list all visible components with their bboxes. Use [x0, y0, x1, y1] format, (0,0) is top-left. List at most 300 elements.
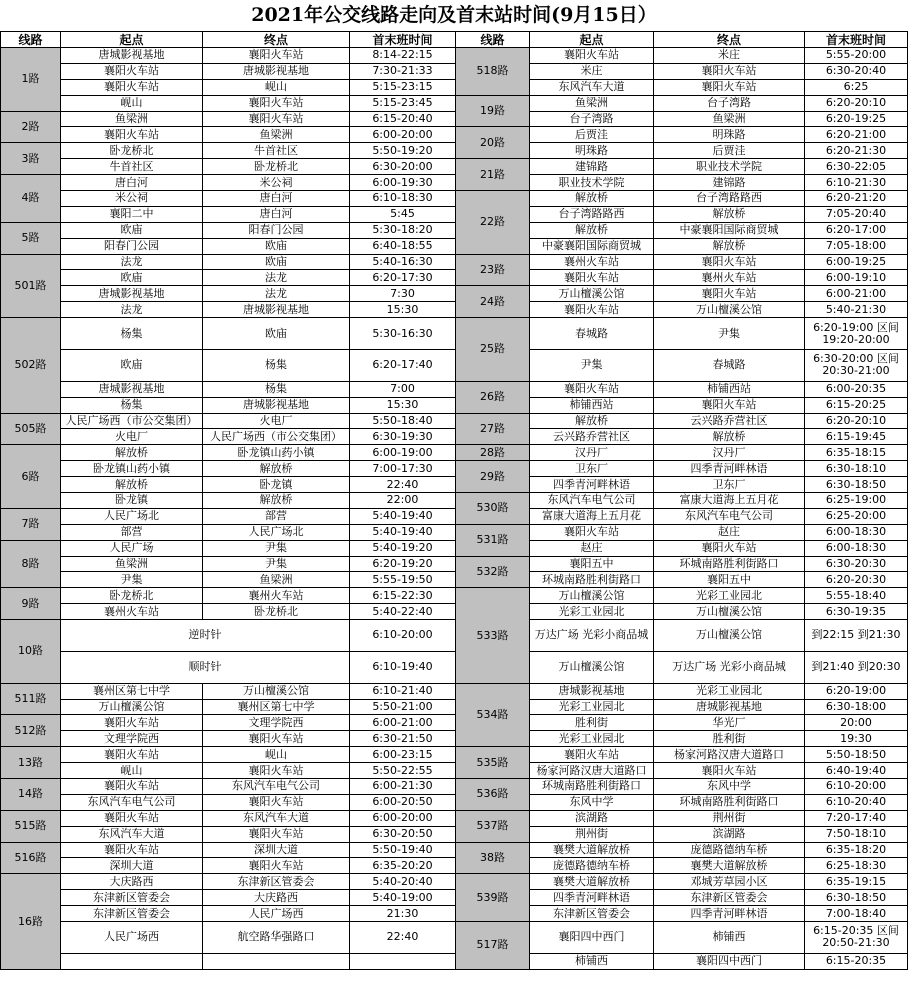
- origin-stop: 襄阳五中: [530, 556, 654, 572]
- service-time: 19:30: [805, 731, 908, 747]
- origin-stop: 中豪襄阳国际商贸城: [530, 238, 654, 254]
- table-row: [456, 159, 908, 175]
- route-number: 23路: [456, 254, 530, 286]
- service-time: 5:15-23:45: [350, 95, 456, 111]
- route-number: 27路: [456, 413, 530, 445]
- origin-stop: 文理学院西: [61, 731, 203, 747]
- table-row: [1, 95, 456, 111]
- table-row: [1, 222, 456, 238]
- table-row: [456, 95, 908, 111]
- terminal-stop: 滨湖路: [654, 826, 805, 842]
- service-time: 6:00-19:10: [805, 270, 908, 286]
- timetable-left: [0, 31, 456, 970]
- origin-stop: 环城南路胜利街路口: [530, 572, 654, 588]
- service-time: 5:45: [350, 206, 456, 222]
- service-time: 6:15-20:35 区间20:50-21:30: [805, 922, 908, 954]
- service-time: 6:20-19:20: [350, 556, 456, 572]
- origin-stop: 部营: [61, 524, 203, 540]
- route-number: 532路: [456, 556, 530, 588]
- route-number: 502路: [1, 318, 61, 413]
- terminal-stop: 四季青河畔林语: [654, 461, 805, 477]
- service-time: 6:00-20:00: [350, 810, 456, 826]
- route-number: 531路: [456, 524, 530, 556]
- header-route: 线路: [456, 32, 530, 48]
- table-row: [456, 556, 908, 572]
- header-origin: 起点: [530, 32, 654, 48]
- terminal-stop: 襄阳火车站: [654, 254, 805, 270]
- table-row: [1, 508, 456, 524]
- service-time: 6:00-23:15: [350, 747, 456, 763]
- service-time: 5:40-19:40: [350, 508, 456, 524]
- route-number: 9路: [1, 588, 61, 620]
- origin-stop: 人民广场北: [61, 508, 203, 524]
- origin-stop: 人民广场西（市公交集团）: [61, 413, 203, 429]
- origin-stop: 鱼梁洲: [530, 95, 654, 111]
- origin-stop: 万达广场 光彩小商品城: [530, 620, 654, 652]
- table-row: [1, 254, 456, 270]
- origin-stop: 唐城影视基地: [530, 683, 654, 699]
- origin-stop: 襄阳四中西门: [530, 922, 654, 954]
- table-row: [1, 604, 456, 620]
- origin-stop: 深圳大道: [61, 858, 203, 874]
- origin-stop: 胜利街: [530, 715, 654, 731]
- origin-stop: 光彩工业园北: [530, 604, 654, 620]
- service-time: 6:30-18:10: [805, 461, 908, 477]
- table-row: [1, 715, 456, 731]
- table-row: [456, 524, 908, 540]
- origin-stop: 唐白河: [61, 175, 203, 191]
- service-time: 8:14-22:15: [350, 48, 456, 64]
- route-number: 38路: [456, 842, 530, 874]
- terminal-stop: 牛首社区: [203, 143, 350, 159]
- table-row: [1, 763, 456, 779]
- terminal-stop: 尹集: [203, 556, 350, 572]
- service-time: 6:35-20:20: [350, 858, 456, 874]
- origin-stop: 杨集: [61, 318, 203, 350]
- terminal-stop: 万达广场 光彩小商品城: [654, 651, 805, 683]
- origin-stop: 卧龙镇: [61, 492, 203, 508]
- origin-stop: 庞德路德纳车桥: [530, 858, 654, 874]
- route-number: 501路: [1, 254, 61, 318]
- service-time: 6:25-19:00: [805, 492, 908, 508]
- terminal-stop: 襄阳火车站: [654, 79, 805, 95]
- table-row: [1, 111, 456, 127]
- origin-stop: 岘山: [61, 763, 203, 779]
- terminal-stop: 卧龙桥北: [203, 604, 350, 620]
- origin-stop: 欧庙: [61, 270, 203, 286]
- service-time: 6:20-21:00: [805, 127, 908, 143]
- origin-stop: 东风汽车电气公司: [530, 492, 654, 508]
- table-row: [1, 461, 456, 477]
- service-time: 6:30-22:05: [805, 159, 908, 175]
- table-row: [1, 127, 456, 143]
- table-row: [456, 254, 908, 270]
- origin-stop: 滨湖路: [530, 810, 654, 826]
- table-row: [456, 683, 908, 699]
- service-time: 6:35-18:15: [805, 445, 908, 461]
- service-time: 5:50-21:00: [350, 699, 456, 715]
- route-number: 534路: [456, 683, 530, 747]
- origin-stop: 襄阳火车站: [61, 127, 203, 143]
- table-row: [456, 779, 908, 795]
- service-time: 6:10-19:40: [350, 651, 456, 683]
- terminal-stop: 襄阳火车站: [654, 763, 805, 779]
- route-number: 512路: [1, 715, 61, 747]
- service-time: 7:30-21:33: [350, 63, 456, 79]
- origin-stop: 四季青河畔林语: [530, 477, 654, 493]
- terminal-stop: 光彩工业园北: [654, 588, 805, 604]
- terminal-stop: 襄阳火车站: [203, 794, 350, 810]
- service-time: 6:20-17:40: [350, 349, 456, 381]
- table-row: [1, 286, 456, 302]
- service-time: 5:30-18:20: [350, 222, 456, 238]
- route-number: 20路: [456, 127, 530, 159]
- route-number: 24路: [456, 286, 530, 318]
- service-time: 15:30: [350, 302, 456, 318]
- origin-stop: 柿铺西站: [530, 397, 654, 413]
- route-number: 6路: [1, 445, 61, 509]
- service-time: 5:40-19:00: [350, 890, 456, 906]
- origin-stop: 解放桥: [61, 477, 203, 493]
- origin-stop: 卧龙桥北: [61, 143, 203, 159]
- origin-stop: 东津新区管委会: [61, 906, 203, 922]
- header-origin: 起点: [61, 32, 203, 48]
- table-row: [456, 922, 908, 954]
- terminal-stop: 东风中学: [654, 779, 805, 795]
- origin-stop: 大庆路西: [61, 874, 203, 890]
- origin-stop: 襄阳火车站: [530, 381, 654, 397]
- table-row: [456, 286, 908, 302]
- terminal-stop: 卫东厂: [654, 477, 805, 493]
- origin-stop: 米庄: [530, 63, 654, 79]
- origin-stop: 东风汽车大道: [61, 826, 203, 842]
- origin-stop: 唐城影视基地: [61, 48, 203, 64]
- service-time: 6:20-20:10: [805, 95, 908, 111]
- table-row: [1, 588, 456, 604]
- terminal-stop: 环城南路胜利街路口: [654, 794, 805, 810]
- terminal-stop: 大庆路西: [203, 890, 350, 906]
- origin-stop: 岘山: [61, 95, 203, 111]
- origin-stop: 欧庙: [61, 222, 203, 238]
- table-row: [1, 858, 456, 874]
- service-time: 22:40: [350, 922, 456, 954]
- service-time: 6:20-20:10: [805, 413, 908, 429]
- header-terminal: 终点: [654, 32, 805, 48]
- route-number: 533路: [456, 588, 530, 683]
- service-time: 6:30-19:35: [805, 604, 908, 620]
- service-time: 5:40-22:40: [350, 604, 456, 620]
- table-row: [1, 206, 456, 222]
- terminal-stop: 明珠路: [654, 127, 805, 143]
- terminal-stop: 襄阳火车站: [654, 286, 805, 302]
- service-time: 7:20-17:40: [805, 810, 908, 826]
- terminal-stop: 欧庙: [203, 254, 350, 270]
- page-title: 2021年公交线路走向及首末站时间(9月15日）: [251, 4, 657, 26]
- terminal-stop: 万山檀溪公馆: [654, 604, 805, 620]
- service-time: 5:55-18:40: [805, 588, 908, 604]
- service-time: 6:30-20:00: [350, 159, 456, 175]
- table-row: [1, 620, 456, 652]
- origin-stop: 阳春门公园: [61, 238, 203, 254]
- origin-stop: 赵庄: [530, 540, 654, 556]
- origin-stop: 襄阳火车站: [61, 715, 203, 731]
- table-row: [1, 318, 456, 350]
- service-time: 6:10-21:30: [805, 175, 908, 191]
- origin-stop: 东风汽车电气公司: [61, 794, 203, 810]
- origin-stop: 台子湾路路西: [530, 206, 654, 222]
- terminal-stop: 襄州火车站: [654, 270, 805, 286]
- table-row: [456, 874, 908, 890]
- origin-stop: 襄阳火车站: [61, 842, 203, 858]
- service-time: 5:40-19:40: [350, 524, 456, 540]
- terminal-stop: 尹集: [654, 318, 805, 350]
- terminal-stop: 襄阳火车站: [654, 397, 805, 413]
- origin-stop: 尹集: [61, 572, 203, 588]
- origin-stop: 襄阳火车站: [61, 779, 203, 795]
- table-row: [456, 48, 908, 64]
- route-number: 4路: [1, 175, 61, 223]
- origin-stop: 唐城影视基地: [61, 381, 203, 397]
- service-time: 6:40-18:55: [350, 238, 456, 254]
- service-time: 6:15-22:30: [350, 588, 456, 604]
- origin-stop: 东风中学: [530, 794, 654, 810]
- route-number: 16路: [1, 874, 61, 969]
- service-time: 5:40-20:40: [350, 874, 456, 890]
- table-row: [456, 191, 908, 207]
- terminal-stop: 万山檀溪公馆: [203, 683, 350, 699]
- direction-label: 逆时针: [61, 620, 350, 652]
- origin-stop: 火电厂: [61, 429, 203, 445]
- terminal-stop: 唐白河: [203, 206, 350, 222]
- terminal-stop: 襄阳火车站: [203, 731, 350, 747]
- header-times: 首末班时间: [350, 32, 456, 48]
- service-time: 6:30-21:50: [350, 731, 456, 747]
- terminal-stop: 万山檀溪公馆: [654, 620, 805, 652]
- terminal-stop: 米庄: [654, 48, 805, 64]
- terminal-stop: 襄阳火车站: [203, 763, 350, 779]
- terminal-stop: 人民广场西（市公交集团）: [203, 429, 350, 445]
- origin-stop: 襄阳火车站: [530, 747, 654, 763]
- table-row: [1, 572, 456, 588]
- route-number: 21路: [456, 159, 530, 191]
- service-time: 6:25-18:30: [805, 858, 908, 874]
- service-time: 6:00-20:00: [350, 127, 456, 143]
- terminal-stop: 卧龙镇: [203, 477, 350, 493]
- origin-stop: 解放桥: [61, 445, 203, 461]
- table-row: [1, 477, 456, 493]
- service-time: 22:00: [350, 492, 456, 508]
- route-number: 14路: [1, 779, 61, 811]
- table-row: [1, 413, 456, 429]
- terminal-stop: 台子湾路: [654, 95, 805, 111]
- table-row: [1, 731, 456, 747]
- route-number: 2路: [1, 111, 61, 143]
- route-number: 19路: [456, 95, 530, 127]
- service-time: 15:30: [350, 397, 456, 413]
- origin-stop: 尹集: [530, 349, 654, 381]
- service-time: 6:30-20:40: [805, 63, 908, 79]
- origin-stop: 襄阳火车站: [61, 79, 203, 95]
- terminal-stop: 襄州火车站: [203, 588, 350, 604]
- terminal-stop: 胜利街: [654, 731, 805, 747]
- terminal-stop: 法龙: [203, 270, 350, 286]
- terminal-stop: 万山檀溪公馆: [654, 302, 805, 318]
- service-time: 5:50-19:40: [350, 842, 456, 858]
- service-time: 6:00-19:00: [350, 445, 456, 461]
- terminal-stop: 阳春门公园: [203, 222, 350, 238]
- table-row: [1, 492, 456, 508]
- service-time: 7:05-18:00: [805, 238, 908, 254]
- table-row: [1, 397, 456, 413]
- route-number: 530路: [456, 492, 530, 524]
- terminal-stop: 杨集: [203, 349, 350, 381]
- service-time: 5:15-23:15: [350, 79, 456, 95]
- origin-stop: 柿铺西: [530, 953, 654, 969]
- origin-stop: 鱼梁洲: [61, 556, 203, 572]
- origin-stop: 东津新区管委会: [530, 906, 654, 922]
- route-number: 7路: [1, 508, 61, 540]
- service-time: 6:30-19:30: [350, 429, 456, 445]
- terminal-stop: 襄阳火车站: [203, 48, 350, 64]
- terminal-stop: 解放桥: [654, 238, 805, 254]
- origin-stop: 襄阳火车站: [61, 63, 203, 79]
- table-row: [1, 794, 456, 810]
- terminal-stop: 航空路华强路口: [203, 922, 350, 954]
- route-number: 22路: [456, 191, 530, 255]
- terminal-stop: [203, 953, 350, 969]
- header-terminal: 终点: [203, 32, 350, 48]
- origin-stop: 杨集: [61, 397, 203, 413]
- service-time: 6:10-18:30: [350, 191, 456, 207]
- table-row: [456, 461, 908, 477]
- terminal-stop: 襄阳火车站: [203, 111, 350, 127]
- service-time: 6:00-19:30: [350, 175, 456, 191]
- origin-stop: 襄州火车站: [530, 254, 654, 270]
- service-time: 5:40-21:30: [805, 302, 908, 318]
- route-number: 536路: [456, 779, 530, 811]
- table-row: [1, 683, 456, 699]
- terminal-stop: 卧龙镇山药小镇: [203, 445, 350, 461]
- terminal-stop: 汉丹厂: [654, 445, 805, 461]
- origin-stop: 荆州街: [530, 826, 654, 842]
- route-number: 29路: [456, 461, 530, 493]
- service-time: 5:40-16:30: [350, 254, 456, 270]
- table-row: [1, 270, 456, 286]
- route-number: 13路: [1, 747, 61, 779]
- table-row: [1, 810, 456, 826]
- service-time: 6:10-20:00: [805, 779, 908, 795]
- table-row: [1, 540, 456, 556]
- header-times: 首末班时间: [805, 32, 908, 48]
- terminal-stop: 东津新区管委会: [203, 874, 350, 890]
- service-time: 7:00-18:40: [805, 906, 908, 922]
- terminal-stop: 法龙: [203, 286, 350, 302]
- service-time: 6:35-18:20: [805, 842, 908, 858]
- service-time: 5:50-19:20: [350, 143, 456, 159]
- service-time: 6:00-18:30: [805, 540, 908, 556]
- table-row: [1, 874, 456, 890]
- origin-stop: 襄阳二中: [61, 206, 203, 222]
- terminal-stop: 春城路: [654, 349, 805, 381]
- origin-stop: 云兴路乔营社区: [530, 429, 654, 445]
- service-time: 6:10-21:40: [350, 683, 456, 699]
- route-number: 516路: [1, 842, 61, 874]
- terminal-stop: 杨家河路汉唐大道路口: [654, 747, 805, 763]
- service-time: 6:35-19:15: [805, 874, 908, 890]
- table-row: [1, 429, 456, 445]
- table-row: [1, 747, 456, 763]
- origin-stop: 后贾洼: [530, 127, 654, 143]
- route-number: 539路: [456, 874, 530, 922]
- service-time: [350, 953, 456, 969]
- terminal-stop: 欧庙: [203, 318, 350, 350]
- service-time: 7:00-17:30: [350, 461, 456, 477]
- origin-stop: 环城南路胜利街路口: [530, 779, 654, 795]
- table-row: [456, 842, 908, 858]
- service-time: 6:10-20:00: [350, 620, 456, 652]
- origin-stop: 唐城影视基地: [61, 286, 203, 302]
- service-time: 5:50-22:55: [350, 763, 456, 779]
- route-number: 28路: [456, 445, 530, 461]
- origin-stop: 牛首社区: [61, 159, 203, 175]
- service-time: 6:15-19:45: [805, 429, 908, 445]
- route-number: 26路: [456, 381, 530, 413]
- service-time: 6:10-20:40: [805, 794, 908, 810]
- service-time: 5:50-18:50: [805, 747, 908, 763]
- terminal-stop: 唐白河: [203, 191, 350, 207]
- terminal-stop: 解放桥: [654, 429, 805, 445]
- service-time: 6:25: [805, 79, 908, 95]
- terminal-stop: 东风汽车电气公司: [203, 779, 350, 795]
- service-time: 7:05-20:40: [805, 206, 908, 222]
- terminal-stop: 四季青河畔林语: [654, 906, 805, 922]
- table-row: [1, 143, 456, 159]
- origin-stop: 汉丹厂: [530, 445, 654, 461]
- route-number: 535路: [456, 747, 530, 779]
- service-time: 6:20-17:30: [350, 270, 456, 286]
- table-row: [1, 175, 456, 191]
- origin-stop: 解放桥: [530, 222, 654, 238]
- terminal-stop: 赵庄: [654, 524, 805, 540]
- origin-stop: 光彩工业园北: [530, 699, 654, 715]
- terminal-stop: 建锦路: [654, 175, 805, 191]
- route-number: 3路: [1, 143, 61, 175]
- service-time: 6:20-17:00: [805, 222, 908, 238]
- terminal-stop: 深圳大道: [203, 842, 350, 858]
- terminal-stop: 襄阳火车站: [654, 540, 805, 556]
- origin-stop: 职业技术学院: [530, 175, 654, 191]
- terminal-stop: 后贾洼: [654, 143, 805, 159]
- table-row: [1, 349, 456, 381]
- table-row: [1, 79, 456, 95]
- table-row: [456, 445, 908, 461]
- table-row: [1, 445, 456, 461]
- service-time: 6:00-19:25: [805, 254, 908, 270]
- terminal-stop: 人民广场西: [203, 906, 350, 922]
- origin-stop: 襄州火车站: [61, 604, 203, 620]
- terminal-stop: 东风汽车电气公司: [654, 508, 805, 524]
- origin-stop: 万山檀溪公馆: [530, 651, 654, 683]
- service-time: 5:40-19:20: [350, 540, 456, 556]
- service-time: 到22:15 到21:30: [805, 620, 908, 652]
- origin-stop: 卧龙桥北: [61, 588, 203, 604]
- origin-stop: 人民广场: [61, 540, 203, 556]
- terminal-stop: 柿铺西: [654, 922, 805, 954]
- table-row: [1, 826, 456, 842]
- origin-stop: 襄阳火车站: [530, 302, 654, 318]
- origin-stop: 襄州区第七中学: [61, 683, 203, 699]
- route-number: 5路: [1, 222, 61, 254]
